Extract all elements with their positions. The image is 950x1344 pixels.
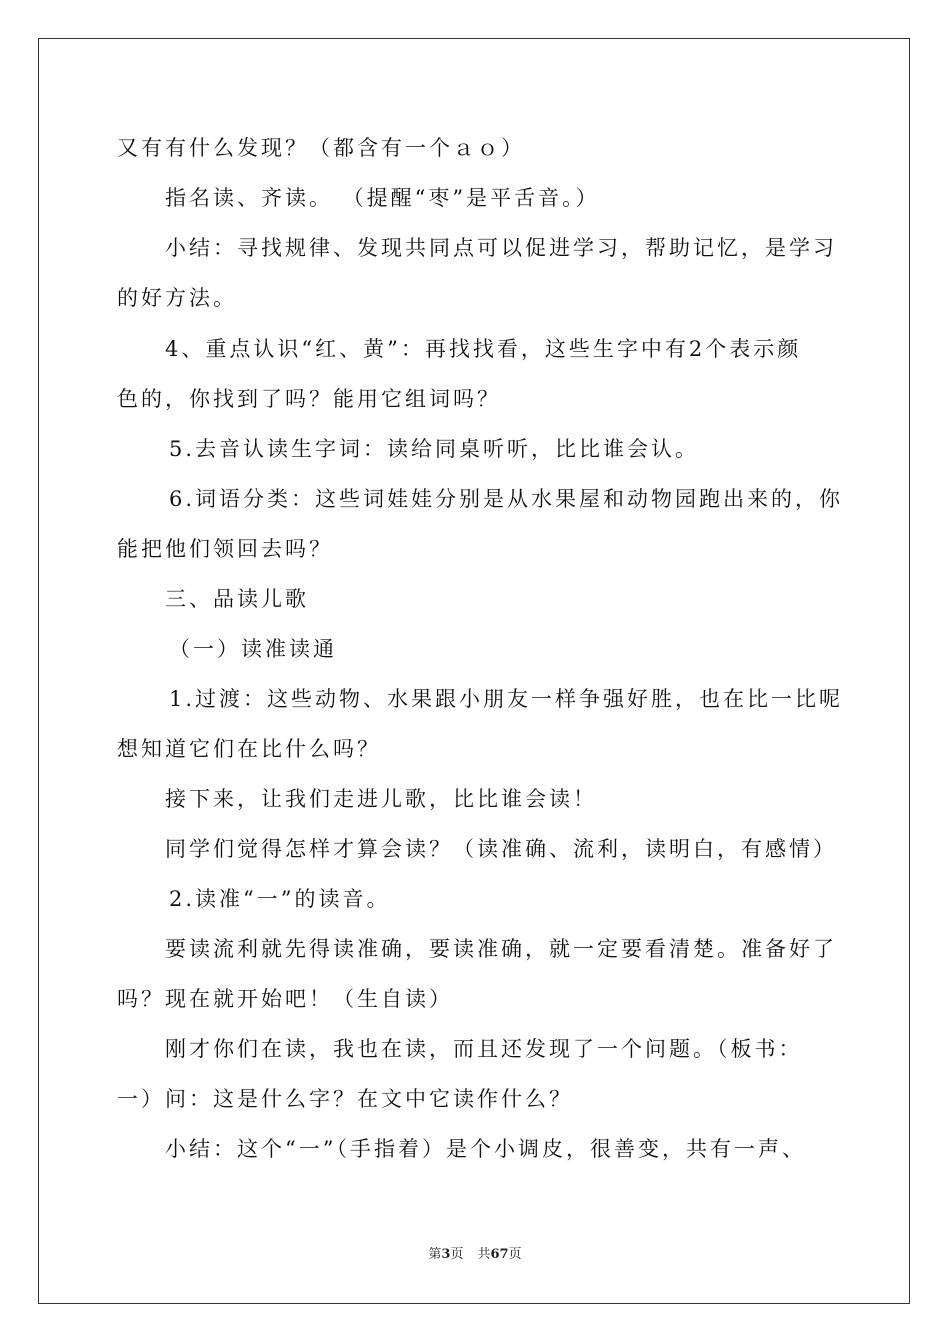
footer-total-number: 67	[490, 1247, 509, 1262]
text-line-13: 想知道它们在比什么吗？	[117, 737, 381, 761]
text-line-7: 5.去音认读生字词：读给同桌听听，比比谁会认。	[169, 437, 700, 461]
footer-total-prefix: 共	[477, 1247, 491, 1262]
footer-page-suffix: 页	[450, 1247, 464, 1262]
section-heading: 三、品读儿歌	[165, 587, 309, 611]
text-line-14: 接下来，让我们走进儿歌，比比谁会读！	[165, 787, 597, 811]
footer-page-number: 3	[441, 1247, 451, 1262]
text-line-8: 6.词语分类：这些词娃娃分别是从水果屋和动物园跑出来的，你	[169, 487, 844, 511]
text-line-20: 一）问：这是什么字？在文中它读作什么？	[117, 1087, 573, 1111]
subsection-heading: （一）读准读通	[169, 637, 337, 661]
text-line-16: 2.读准“一”的读音。	[169, 887, 391, 911]
footer-total-suffix: 页	[508, 1247, 522, 1262]
text-line-6: 色的，你找到了吗？能用它组词吗？	[117, 387, 501, 411]
footer-page-prefix: 第	[428, 1247, 442, 1262]
text-line-19: 刚才你们在读，我也在读，而且还发现了一个问题。（板书：	[165, 1037, 803, 1061]
text-line-18: 吗？现在就开始吧！（生自读）	[117, 987, 453, 1011]
text-line-9: 能把他们领回去吗？	[117, 537, 333, 561]
text-line-4: 的好方法。	[117, 286, 237, 310]
text-line-17: 要读流利就先得读准确，要读准确，就一定要看清楚。准备好了	[165, 937, 837, 961]
text-line-2: 指名读、齐读。 （提醒“枣”是平舌音。）	[165, 186, 600, 210]
text-line-3: 小结：寻找规律、发现共同点可以促进学习，帮助记忆，是学习	[165, 236, 837, 260]
text-line-12: 1.过渡：这些动物、水果跟小朋友一样争强好胜，也在比一比呢	[169, 687, 844, 711]
page-footer	[0, 1243, 950, 1262]
text-line-15: 同学们觉得怎样才算会读？（读准确、流利，读明白，有感情）	[165, 837, 837, 861]
text-line-1: 又有有什么发现？（都含有一个ａｏ）	[117, 136, 525, 160]
text-line-5: 4、重点认识“红、黄”：再找找看，这些生字中有2个表示颜	[165, 337, 802, 361]
text-line-21: 小结：这个“一”（手指着）是个小调皮，很善变，共有一声、	[165, 1137, 806, 1161]
